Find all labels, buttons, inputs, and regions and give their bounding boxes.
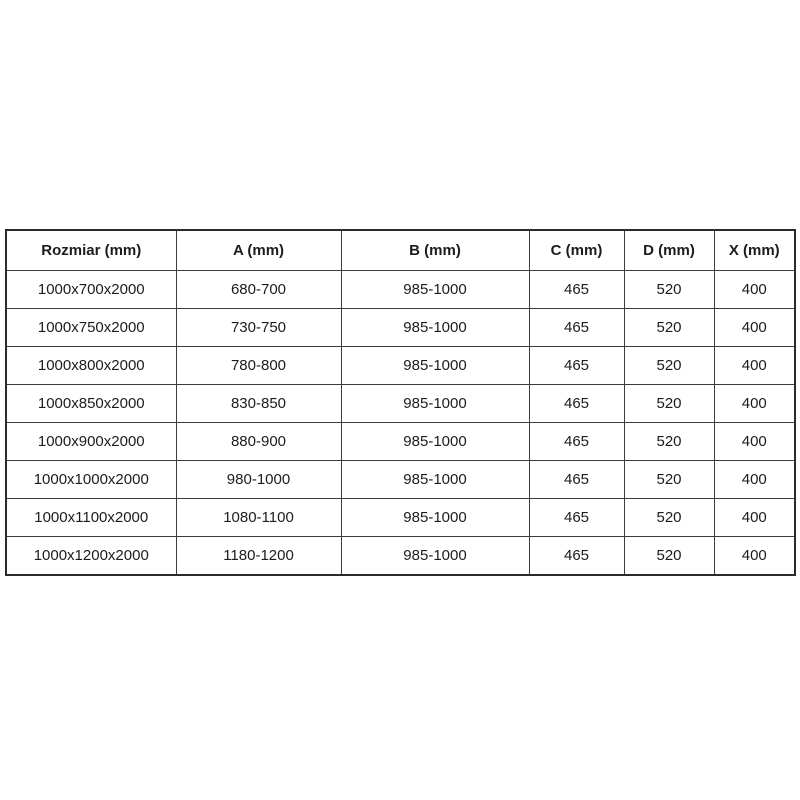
- table-cell: 400: [714, 423, 795, 461]
- table-cell: 465: [529, 499, 624, 537]
- column-header-b: B (mm): [341, 230, 529, 271]
- table-cell: 520: [624, 271, 714, 309]
- table-row: [6, 347, 795, 385]
- table-cell: 1000x1100x2000: [6, 499, 176, 537]
- column-header-c: C (mm): [529, 230, 624, 271]
- table-cell: 520: [624, 499, 714, 537]
- table-cell: 1000x700x2000: [6, 271, 176, 309]
- size-table-container: [5, 229, 795, 567]
- column-header-rozmiar: Rozmiar (mm): [6, 230, 176, 271]
- table-cell: 730-750: [176, 309, 341, 347]
- table-cell: 465: [529, 537, 624, 576]
- table-cell: 985-1000: [341, 309, 529, 347]
- table-cell: 1000x1200x2000: [6, 537, 176, 576]
- table-cell: 985-1000: [341, 461, 529, 499]
- table-cell: 465: [529, 385, 624, 423]
- table-cell: 1080-1100: [176, 499, 341, 537]
- table-cell: 400: [714, 309, 795, 347]
- table-cell: 1000x1000x2000: [6, 461, 176, 499]
- table-cell: 985-1000: [341, 347, 529, 385]
- table-cell: 520: [624, 423, 714, 461]
- table-row: [6, 537, 795, 576]
- table-cell: 880-900: [176, 423, 341, 461]
- table-cell: 680-700: [176, 271, 341, 309]
- table-cell: 465: [529, 423, 624, 461]
- table-row: [6, 423, 795, 461]
- column-header-x: X (mm): [714, 230, 795, 271]
- table-cell: 400: [714, 461, 795, 499]
- table-cell: 520: [624, 309, 714, 347]
- table-cell: 520: [624, 385, 714, 423]
- table-cell: 400: [714, 347, 795, 385]
- column-header-d: D (mm): [624, 230, 714, 271]
- table-cell: 980-1000: [176, 461, 341, 499]
- table-cell: 985-1000: [341, 385, 529, 423]
- table-cell: 400: [714, 537, 795, 576]
- table-cell: 780-800: [176, 347, 341, 385]
- table-cell: 985-1000: [341, 271, 529, 309]
- size-table: [5, 229, 796, 576]
- table-cell: 465: [529, 461, 624, 499]
- table-cell: 520: [624, 347, 714, 385]
- table-cell: 985-1000: [341, 537, 529, 576]
- table-cell: 465: [529, 271, 624, 309]
- table-cell: 985-1000: [341, 499, 529, 537]
- table-cell: 1000x800x2000: [6, 347, 176, 385]
- table-row: [6, 309, 795, 347]
- table-cell: 985-1000: [341, 423, 529, 461]
- table-cell: 400: [714, 271, 795, 309]
- table-row: [6, 385, 795, 423]
- table-row: [6, 461, 795, 499]
- table-cell: 1000x850x2000: [6, 385, 176, 423]
- table-cell: 830-850: [176, 385, 341, 423]
- table-row: [6, 271, 795, 309]
- table-cell: 400: [714, 385, 795, 423]
- table-body: [6, 271, 795, 576]
- table-cell: 1000x900x2000: [6, 423, 176, 461]
- table-cell: 465: [529, 347, 624, 385]
- table-header: [6, 230, 795, 271]
- table-cell: 1000x750x2000: [6, 309, 176, 347]
- table-cell: 400: [714, 499, 795, 537]
- table-cell: 1180-1200: [176, 537, 341, 576]
- table-cell: 520: [624, 461, 714, 499]
- column-header-a: A (mm): [176, 230, 341, 271]
- table-header-row: [6, 230, 795, 271]
- table-row: [6, 499, 795, 537]
- table-cell: 520: [624, 537, 714, 576]
- table-cell: 465: [529, 309, 624, 347]
